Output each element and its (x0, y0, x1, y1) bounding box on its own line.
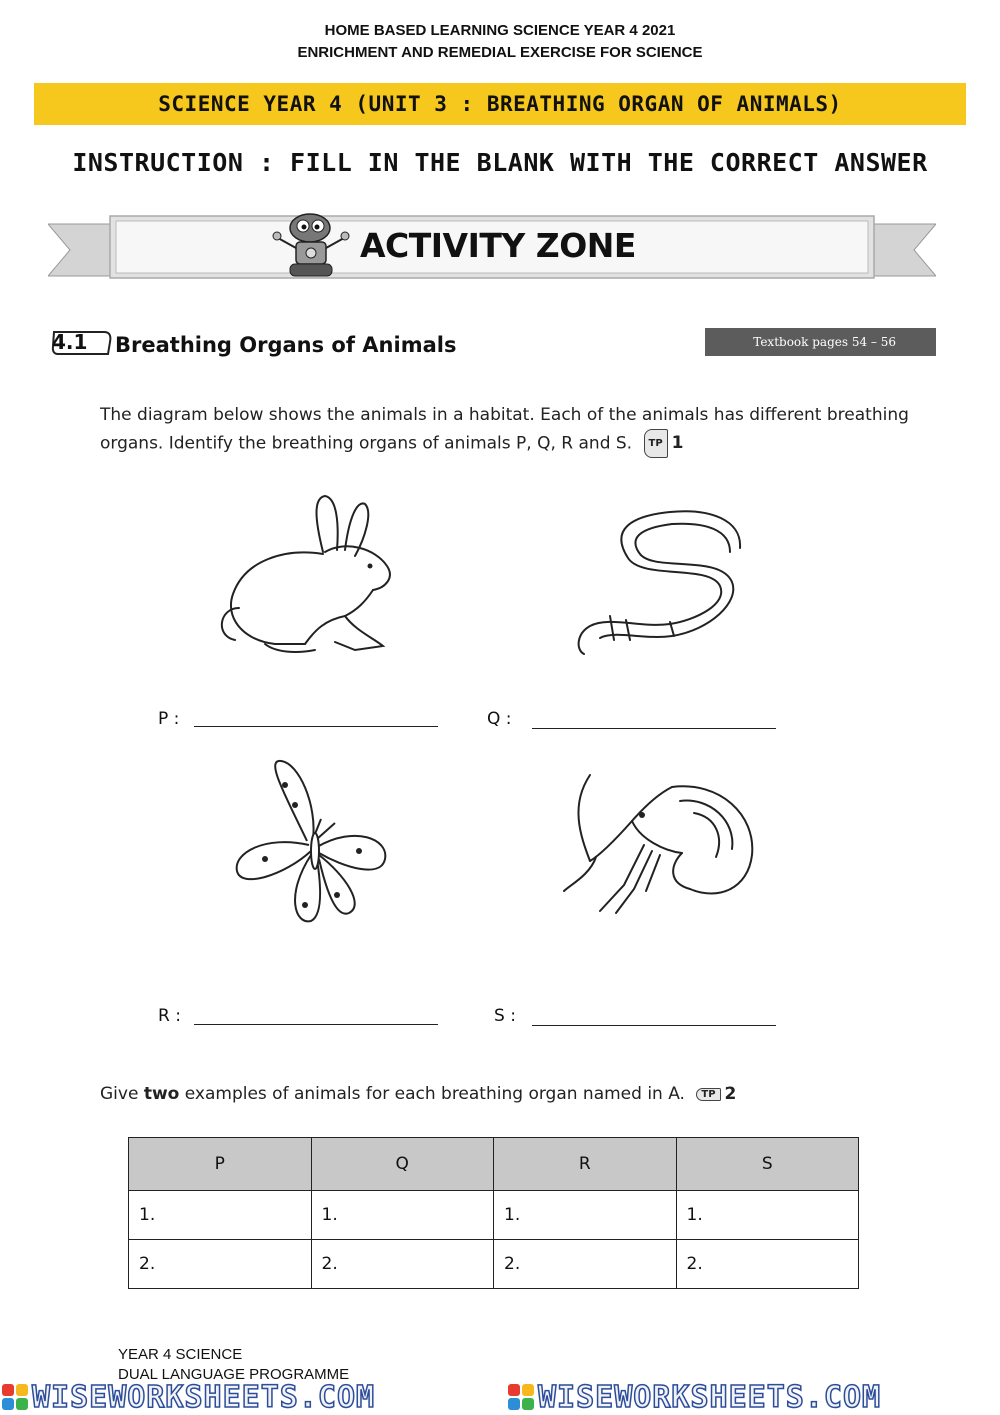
answer-line-s[interactable] (532, 1025, 776, 1026)
watermark-text: WISEWORKSHEETS.COM (32, 1380, 376, 1415)
table-cell[interactable]: 2. (129, 1240, 312, 1289)
tp-level-b: 2 (724, 1084, 737, 1104)
table-row (129, 1240, 859, 1289)
answer-line-r[interactable] (194, 1024, 438, 1025)
section-number: 4.1 (52, 330, 88, 354)
earthworm-icon (570, 500, 755, 660)
table-header: R (494, 1138, 677, 1191)
doc-header-line1: HOME BASED LEARNING SCIENCE YEAR 4 2021 (324, 22, 676, 39)
animal-r-label: R : (158, 1006, 181, 1026)
table-cell[interactable]: 2. (311, 1240, 494, 1289)
activity-zone-title: ACTIVITY ZONE (360, 226, 636, 265)
unit-banner (34, 83, 966, 125)
rabbit-icon (205, 490, 405, 660)
question-b-before: Give (100, 1084, 144, 1104)
table-cell[interactable]: 2. (494, 1240, 677, 1289)
table-cell[interactable]: 1. (311, 1191, 494, 1240)
table-cell[interactable]: 2. (676, 1240, 859, 1289)
footer-line1: YEAR 4 SCIENCE (118, 1346, 243, 1363)
watermark-text: WISEWORKSHEETS.COM (538, 1380, 882, 1415)
prawn-icon (560, 765, 760, 925)
table-header: Q (311, 1138, 494, 1191)
table-header: P (129, 1138, 312, 1191)
watermark-logo-icon (508, 1384, 534, 1410)
doc-header-line2: ENRICHMENT AND REMEDIAL EXERCISE FOR SCIENCE (297, 44, 703, 61)
footer-line2: DUAL LANGUAGE PROGRAMME (118, 1366, 350, 1380)
question-b-text (100, 1084, 736, 1104)
textbook-pages-badge: Textbook pages 54 – 56 (705, 328, 936, 356)
table-cell[interactable]: 1. (129, 1191, 312, 1240)
animal-q-label: Q : (487, 709, 512, 729)
tp-level-a: 1 (671, 433, 684, 453)
tp-tag-a: TP (644, 429, 668, 458)
watermark-logo-icon (2, 1384, 28, 1410)
animal-s-label: S : (494, 1006, 516, 1026)
answer-line-q[interactable] (532, 728, 776, 729)
table-header-row (129, 1138, 859, 1191)
question-b-after: examples of animals for each breathing organ named in A. (179, 1084, 685, 1104)
animal-p-label: P : (158, 709, 180, 729)
table-header: S (676, 1138, 859, 1191)
question-b-bold: two (143, 1084, 180, 1104)
tp-tag-b: TP (696, 1088, 720, 1101)
table-row (129, 1191, 859, 1240)
question-a-text (100, 402, 940, 458)
answer-line-p[interactable] (194, 726, 438, 727)
section-title: Breathing Organs of Animals (115, 333, 457, 357)
instruction-text: INSTRUCTION : FILL IN THE BLANK WITH THE CORRECT ANSWER (72, 148, 928, 177)
table-cell[interactable]: 1. (676, 1191, 859, 1240)
question-a-body: The diagram below shows the animals in a habitat. Each of the animals has different breathing organs. Identify the breathing organs of animals P, Q, R and S. (100, 405, 909, 454)
examples-table (128, 1137, 859, 1289)
unit-banner-title: SCIENCE YEAR 4 (UNIT 3 : BREATHING ORGAN OF ANIMALS) (158, 92, 842, 116)
butterfly-icon (225, 755, 395, 930)
table-cell[interactable]: 1. (494, 1191, 677, 1240)
robot-mascot-icon (268, 208, 358, 280)
